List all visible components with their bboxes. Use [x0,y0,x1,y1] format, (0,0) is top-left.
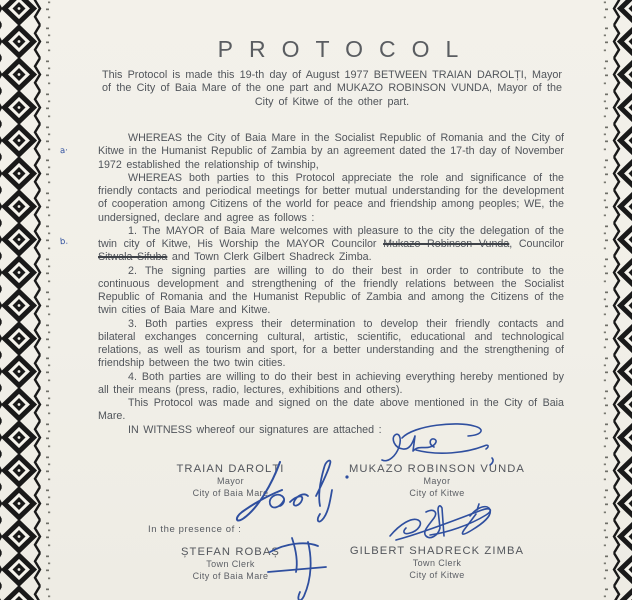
folk-border-left-icon [0,0,54,600]
signatory-name: MUKAZO ROBINSON VUNDA [348,463,525,475]
intro-paragraph: This Protocol is made this 19-th day of August 1977 BETWEEN TRAIAN DAROLȚI, Mayor of the City of Baia Mare of the one part and MUKAZO ROBINSON VUNDA, Mayor of the City of Kitwe of the other part. [102,69,562,108]
signatory-city: City of Kitwe [409,570,465,580]
signatory-city: City of Kitwe [409,488,465,498]
signatory-name: GILBERT SHADRECK ZIMBA [349,545,525,557]
signatory-role: Mayor [216,476,244,486]
signatory-role: Mayor [423,476,451,486]
margin-note-b: b. [59,236,69,248]
clause-1-paragraph [98,225,564,265]
signatory-city: City of Baia Mare [192,488,269,498]
witness-line: IN WITNESS whereof our signatures are attached : [128,423,382,436]
clause-1-pre: 1. The MAYOR of Baia Mare welcomes with pleasure to the city the delegation of the twin city of Kitwe, His Worship the MAYOR Councilor [98,224,564,250]
folk-border-right-icon [598,0,632,600]
presence-label: In the presence of : [148,524,242,535]
clause-1-mid: , Councilor [509,238,564,250]
whereas-paragraph-2: WHEREAS both parties to this Protocol appreciate the role and significance of the friendly contacts and periodical meetings for better mutual understanding for the development of cooperation among Citizens of the world for peace and friendship among peoples; WE, the undersigned, declare and agree as follows : [98,171,564,224]
clause-3-paragraph: 3. Both parties express their determination to develop their friendly contacts and bilateral exchanges concerning cultural, artistic, scientific, educational and technological relations, as well as tourism and sport, for a better understanding and the strengthening of friendship between the two twin cities. [98,317,564,370]
clause-1-struck-name-vunda: Mukazo Robinson Vunda [383,238,510,250]
whereas-paragraph-1: WHEREAS the City of Baia Mare in the Socialist Republic of Romania and the City of Kitwe in the Humanist Republic of Zambia by an agreement dated the 17-th day of November 1972 established the relationship of twinship, [98,132,564,171]
document-title: PROTOCOL [217,36,475,62]
margin-note-a: a· [59,145,69,157]
signatory-city: City of Baia Mare [192,571,269,581]
clause-1-struck-name-sifuba: Sitwala Sifuba [98,251,168,264]
signatory-name: ȘTEFAN ROBAȘ [181,546,280,558]
document-body [98,132,564,437]
clause-4-paragraph: 4. Both parties are willing to do their best in achieving everything hereby mentioned by all their means (press, radio, lectures, exhibitions and others). [98,370,564,396]
signatory-block-clerk-kitwe [342,545,532,581]
signatory-block-mayor-baia-mare [138,463,323,499]
signatory-block-clerk-baia-mare [138,546,323,582]
closing-paragraph: This Protocol was made and signed on the date above mentioned in the City of Baia Mare. [98,397,564,423]
signatory-name: TRAIAN DAROLȚI [176,463,285,475]
clause-1-post: and Town Clerk Gilbert Shadreck Zimba. [167,251,372,264]
signatory-role: Town Clerk [412,558,462,568]
signatory-block-mayor-kitwe [342,463,532,499]
signatory-role: Town Clerk [206,559,255,569]
signature-zimba-ink [382,502,502,550]
clause-2-paragraph: 2. The signing parties are willing to do their best in order to contribute to the continuous development and strengthening of the friendly relations between the Socialist Republic of Romania and the Humanist Republic of Zambia and among the Citizens of the twin cities of Baia Mare and Kitwe. [98,264,564,317]
